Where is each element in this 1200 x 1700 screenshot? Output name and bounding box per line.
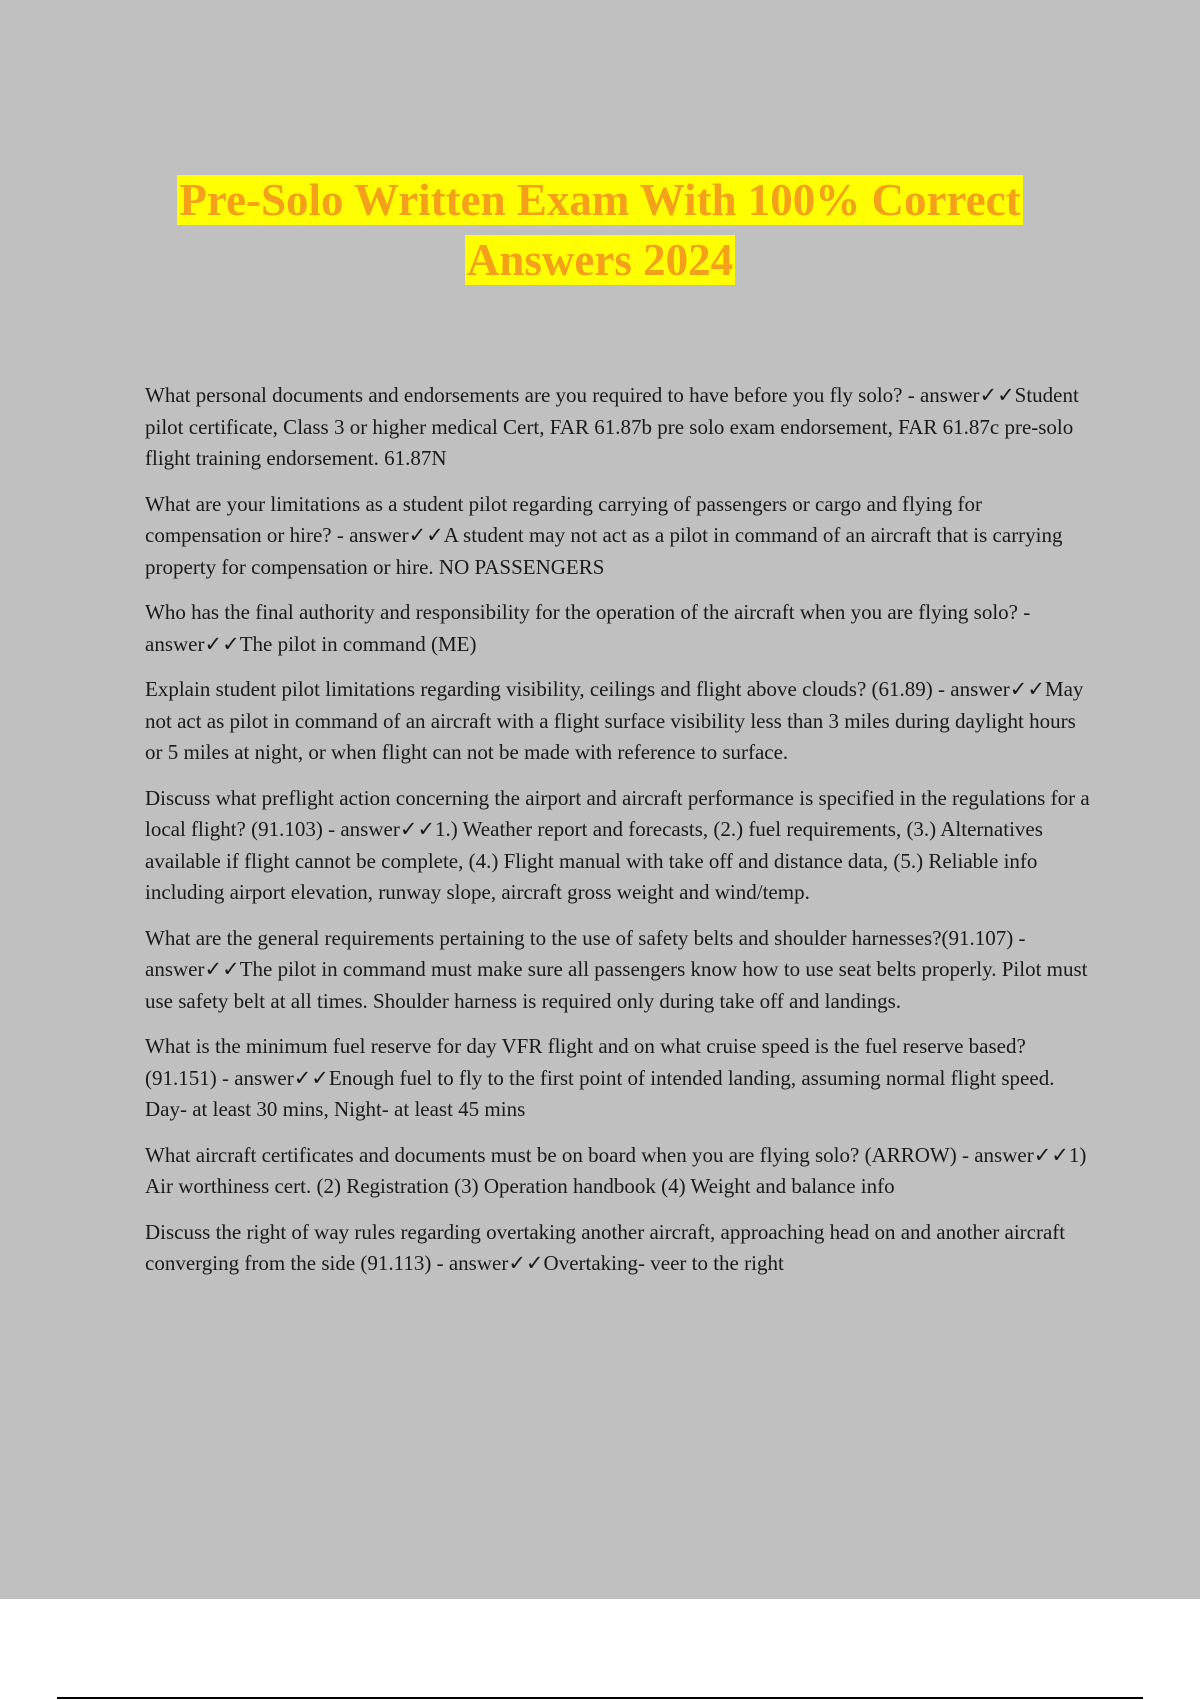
checkmark-icon: ✓✓ [1033,1142,1069,1167]
question-text: What personal documents and endorsements are you required to have before you fly solo? - answer [145,383,980,407]
qa-list [145,380,1095,1294]
answer-text: 1) Air worthiness cert. (2) Registration (3) Operation handbook (4) Weight and balance info [145,1142,1087,1198]
answer-text: A student may not act as a pilot in command of an aircraft that is carrying property for compensation or hire. NO PASSENGERS [145,523,1063,579]
answer-text: Enough fuel to fly to the first point of intended landing, assuming normal flight speed. Day- at least 30 mins, Night- at least 45 mins [145,1065,1055,1121]
question-text: Discuss what preflight action concerning the airport and aircraft performance is specified in the regulations for a local flight? (91.103) - answer [145,785,1090,841]
bottom-divider [57,1697,1143,1699]
answer-text: May not act as pilot in command of an aircraft with a flight surface visibility less than 3 miles during daylight hours or 5 miles at night, or when flight can not be made with reference to surface. [145,677,1084,764]
title-line-1: Pre-Solo Written Exam With 100% Correct [179,175,1021,225]
qa-item [145,489,1095,584]
checkmark-icon: ✓✓ [979,383,1015,407]
question-text: What is the minimum fuel reserve for day VFR flight and on what cruise speed is the fuel reserve based?(91.151) - answer [145,1034,1026,1090]
answer-text: Overtaking- veer to the right [543,1251,784,1275]
question-text: Discuss the right of way rules regarding overtaking another aircraft, approaching head on and another aircraft converging from the side (91.113) - answer [145,1219,1066,1275]
qa-item [145,783,1095,909]
checkmark-icon: ✓✓ [1009,677,1045,701]
question-text: Explain student pilot limitations regarding visibility, ceilings and flight above clouds? (61.89) - answer [145,677,1010,701]
qa-item [145,597,1095,660]
answer-text: The pilot in command must make sure all passengers know how to use seat belts properly. Pilot must use safety belt at all times. Shoulder harness is required only during take off and landings. [145,957,1088,1013]
title-line-2: Answers 2024 [466,235,734,285]
qa-item [145,1140,1095,1203]
qa-item [145,1217,1095,1280]
question-text: What aircraft certificates and documents must be on board when you are flying solo? (ARROW) - answer [145,1142,1034,1167]
qa-item [145,380,1095,475]
answer-text: Student pilot certificate, Class 3 or higher medical Cert, FAR 61.87b pre solo exam endorsement, FAR 61.87c pre-solo flight training endorsement. 61.87N [145,383,1079,470]
answer-text: The pilot in command (ME) [239,631,477,656]
question-text: What are the general requirements pertaining to the use of safety belts and shoulder harnesses?(91.107) - answer [145,925,1026,981]
answer-text: 1.) Weather report and forecasts, (2.) fuel requirements, (3.) Alternatives available if flight cannot be complete, (4.) Flight manual with take off and distance data, (5.) Reliable info including airport elevation, runway slope, aircraft gross weight and wind/temp. [145,817,1043,904]
checkmark-icon: ✓✓ [399,817,436,841]
checkmark-icon: ✓✓ [204,631,240,656]
qa-item [145,674,1095,769]
checkmark-icon: ✓✓ [508,1251,544,1275]
document-title [0,170,1200,290]
checkmark-icon: ✓✓ [408,523,444,547]
question-text: Who has the final authority and responsibility for the operation of the aircraft when you are flying solo? - answer [145,600,1031,656]
checkmark-icon: ✓✓ [204,957,240,981]
qa-item [145,1031,1095,1126]
question-text: What are your limitations as a student pilot regarding carrying of passengers or cargo and flying for compensation or hire? - answer [145,491,983,547]
qa-item [145,923,1095,1018]
checkmark-icon: ✓✓ [293,1065,329,1090]
